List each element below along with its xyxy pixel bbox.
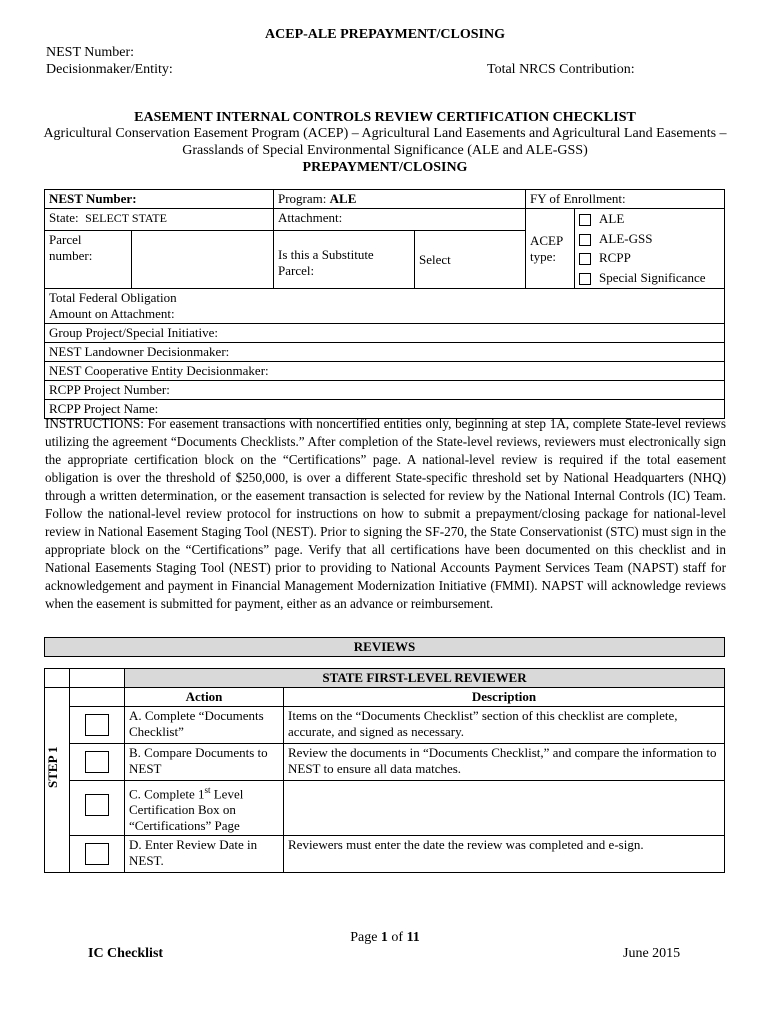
rcpp-number-row: RCPP Project Number: [45,381,725,400]
acep-type-options [575,209,725,289]
checkbox-icon[interactable] [85,714,109,736]
type-option-rcpp[interactable]: RCPP [579,248,720,268]
program-cell: Program: ALE [274,190,526,209]
step-label: STEP 1 [45,688,70,873]
parcel-label: Parcel number: [45,231,132,289]
description-b: Review the documents in “Documents Checklist,” and compare the information to NEST to ensure all data matches. [284,744,725,781]
footer-left: IC Checklist [88,946,164,961]
type-option-ale-gss[interactable]: ALE-GSS [579,229,720,249]
action-a: A. Complete “Documents Checklist” [125,707,284,744]
page-number: Page 1 of 11 [350,930,420,945]
description-c [284,781,725,836]
description-header: Description [284,688,725,707]
checkbox-icon[interactable] [579,234,591,246]
fy-enrollment-cell: FY of Enrollment: [526,190,725,209]
type-option-ale[interactable]: ALE [579,209,720,229]
state-select[interactable]: SELECT STATE [85,211,167,225]
cooperative-entity-row: NEST Cooperative Entity Decisionmaker: [45,362,725,381]
type-option-special[interactable]: Special Significance [579,268,720,288]
decisionmaker-label: Decisionmaker/Entity: [46,62,173,77]
checkbox-icon[interactable] [579,273,591,285]
program-subtitle-2: Grasslands of Special Environmental Significance (ALE and ALE-GSS) [182,143,588,158]
step-b-checkbox-cell [70,744,125,781]
group-project-row: Group Project/Special Initiative: [45,324,725,343]
reviews-table [44,668,725,873]
attachment-cell: Attachment: [274,209,526,231]
substitute-label: Is this a Substitute Parcel: [274,231,415,289]
action-header: Action [125,688,284,707]
state-cell: State: SELECT STATE [45,209,274,231]
checkbox-icon[interactable] [579,214,591,226]
checklist-title: EASEMENT INTERNAL CONTROLS REVIEW CERTIFICATION CHECKLIST [134,110,636,125]
total-obligation-row: Total Federal Obligation Amount on Attachment: [45,289,725,324]
nest-number-label: NEST Number: [46,45,135,60]
checkbox-icon[interactable] [85,843,109,865]
step-a-checkbox-cell [70,707,125,744]
nest-number-cell: NEST Number: [45,190,274,209]
parcel-number-field[interactable] [132,231,274,289]
info-table [44,189,725,419]
step-c-checkbox-cell [70,781,125,836]
checkbox-icon[interactable] [85,751,109,773]
program-subtitle-1: Agricultural Conservation Easement Program (ACEP) – Agricultural Land Easements and Agricultural Land Easements – [43,126,727,141]
document-title: ACEP-ALE PREPAYMENT/CLOSING [265,27,505,42]
instructions-text: INSTRUCTIONS: For easement transactions with noncertified entities only, beginning at step 1A, complete State-level reviews utilizing the agreement “Documents Checklists.” After completion of the State-level reviews, reviewers must electronically sign the appropriate certification block on the “Certifications” page. A national-level review is required if the total easement obligation is over the threshold of $250,000, is over a different State-specific threshold set by National Headquarters (NHQ) through a written determination, or the easement transaction is selected for review by the National Internal Controls (IC) Team. Follow the national-level review protocol for instructions on how to submit a prepayment/closing package for national-level review in National Easement Staging Tool (NEST). Prior to signing the SF-270, the State Conservationist (STC) must sign in the appropriate block on the “Certifications” page. Verify that all certifications have been documented on this checklist and in National Easements Staging Tool (NEST) prior to providing to National Accounts Payment Services Team (NAPST) staff for acknowledgement and payment in Financial Management Modernization Initiative (FMMI). NAPST will acknowledge reviews when the easement is submitted for payment, either as an advance or reimbursement. [45,416,726,611]
rcpp-name-row: RCPP Project Name: [45,400,725,419]
reviewer-title: STATE FIRST-LEVEL REVIEWER [125,669,725,688]
action-b: B. Compare Documents to NEST [125,744,284,781]
reviews-title: REVIEWS [45,638,725,657]
action-c: C. Complete 1st Level Certification Box on “Certifications” Page [125,781,284,836]
landowner-row: NEST Landowner Decisionmaker: [45,343,725,362]
step-d-checkbox-cell [70,836,125,873]
total-contribution-label: Total NRCS Contribution: [487,62,635,77]
checkbox-icon[interactable] [579,253,591,265]
action-d: D. Enter Review Date in NEST. [125,836,284,873]
reviews-header [44,637,725,657]
checkbox-icon[interactable] [85,794,109,816]
footer-date: June 2015 [623,946,681,961]
substitute-select[interactable]: Select [415,231,526,289]
description-a: Items on the “Documents Checklist” section of this checklist are complete, accurate, and signed as necessary. [284,707,725,744]
description-d: Reviewers must enter the date the review was completed and e-sign. [284,836,725,873]
acep-type-label: ACEP type: [526,209,575,289]
section-title: PREPAYMENT/CLOSING [302,160,468,175]
